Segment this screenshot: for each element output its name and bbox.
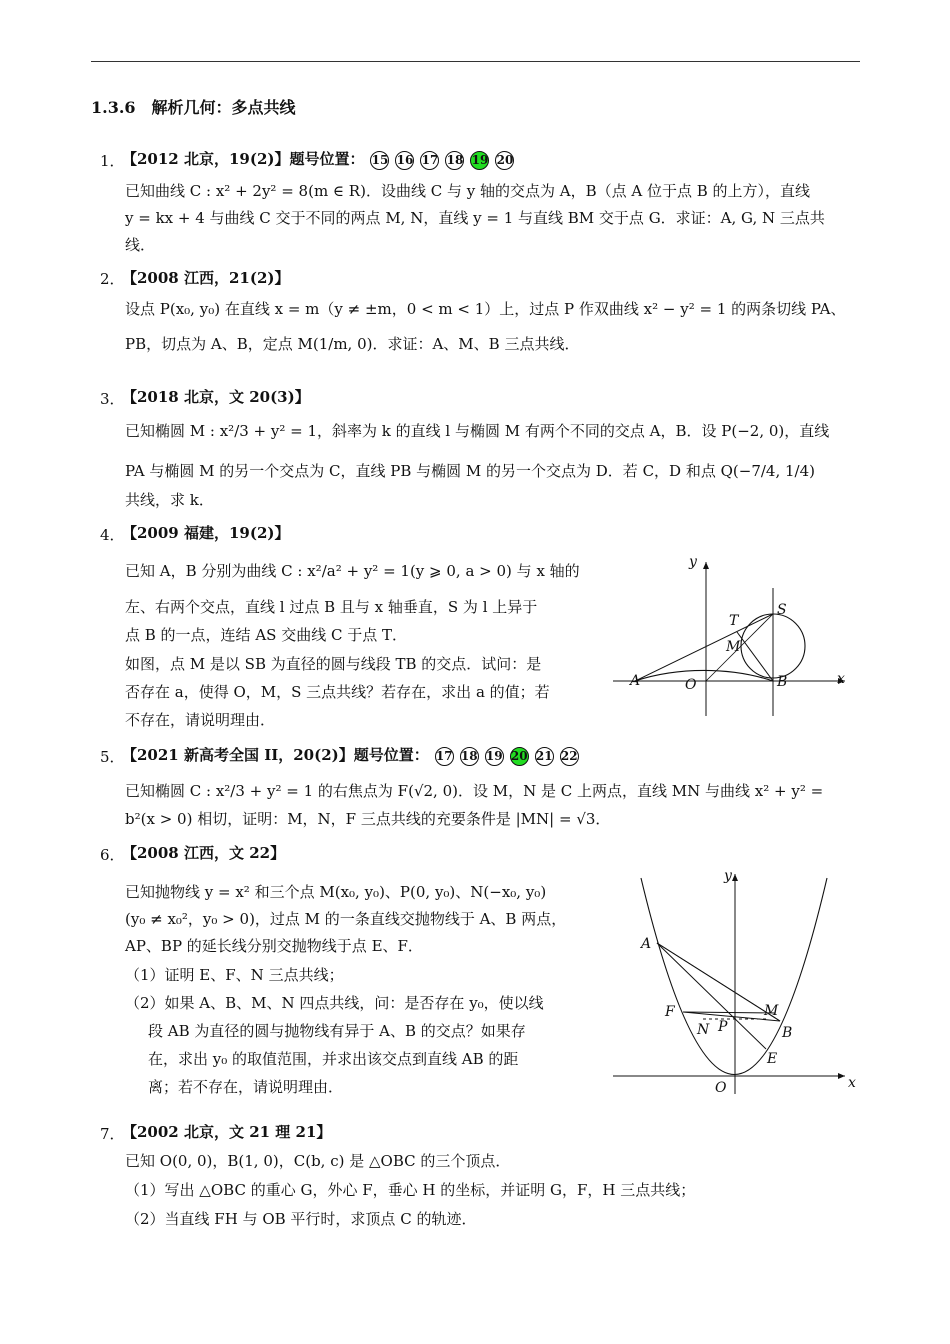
question-4-line: 点 B 的一点，连结 AS 交曲线 C 于点 T． — [125, 626, 407, 644]
question-2-header: 【2008 江西，21(2)】 — [122, 269, 290, 287]
figure-label: F — [665, 1004, 675, 1020]
position-badge: 17 — [420, 151, 439, 170]
figure-label: B — [782, 1025, 793, 1041]
question-2-line: PB，切点为 A、B，定点 M(1/m, 0)．求证：A、M、B 三点共线． — [125, 335, 580, 353]
figure-label: O — [685, 677, 697, 693]
question-4-line: 否存在 a，使得 O，M，S 三点共线？若存在，求出 a 的值；若 — [125, 683, 550, 701]
question-1-line: 已知曲线 C : x² + 2y² = 8(m ∈ R)．设曲线 C 与 y 轴的交点为 A，B（点 A 位于点 B 的上方），直线 — [125, 182, 811, 200]
figure-ellipse-circle — [605, 548, 860, 718]
question-4-header: 【2009 福建，19(2)】 — [122, 524, 290, 542]
question-5-source: 【2021 新高考全国 II，20(2)】题号位置： — [122, 746, 429, 764]
question-3-line: 已知椭圆 M : x²/3 + y² = 1，斜率为 k 的直线 l 与椭圆 M 有两个不同的交点 A，B．设 P(−2, 0)，直线 — [125, 422, 830, 440]
figure-label: y — [724, 868, 732, 884]
position-badge: 18 — [445, 151, 464, 170]
position-badge: 17 — [435, 747, 454, 766]
figure-label: P — [718, 1019, 728, 1035]
question-5-header — [122, 744, 579, 766]
position-badge-active: 20 — [510, 747, 529, 766]
figure-label: A — [630, 673, 641, 689]
question-6-line: (y₀ ≠ x₀²，y₀ > 0)，过点 M 的一条直线交抛物线于 A、B 两点， — [125, 910, 567, 928]
question-6-line: 已知抛物线 y = x² 和三个点 M(x₀, y₀)、P(0, y₀)、N(−x₀, y₀) — [125, 883, 547, 901]
question-4-line: 已知 A，B 分别为曲线 C : x²/a² + y² = 1(y ⩾ 0, a > 0) 与 x 轴的 — [125, 562, 580, 580]
position-badge-active: 19 — [470, 151, 489, 170]
figure-label: E — [767, 1051, 778, 1067]
question-3-line: 共线，求 k． — [125, 491, 214, 509]
position-badge: 19 — [485, 747, 504, 766]
figure-label: M — [764, 1003, 779, 1019]
question-1-header — [122, 148, 514, 170]
question-3-number: 3． — [100, 390, 125, 408]
figure-label: B — [777, 674, 788, 690]
figure-label: A — [641, 936, 652, 952]
question-3-line: PA 与椭圆 M 的另一个交点为 C，直线 PB 与椭圆 M 的另一个交点为 D．若 C，D 和点 Q(−7/4, 1/4) — [125, 462, 815, 480]
question-5-line: 已知椭圆 C : x²/3 + y² = 1 的右焦点为 F(√2, 0)．设 M，N 是 C 上两点，直线 MN 与曲线 x² + y² = — [125, 782, 824, 800]
question-5-number: 5． — [100, 748, 125, 766]
question-1-line: y = kx + 4 与曲线 C 交于不同的两点 M, N，直线 y = 1 与直线 BM 交于点 G．求证：A, G, N 三点共 — [125, 209, 825, 227]
figure-label: x — [837, 671, 845, 687]
question-1-number: 1． — [100, 152, 125, 170]
question-4-line: 左、右两个交点，直线 l 过点 B 且与 x 轴垂直，S 为 l 上异于 — [125, 598, 538, 616]
question-5-line: b²(x > 0) 相切，证明：M，N，F 三点共线的充要条件是 |MN| = √3． — [125, 810, 611, 828]
question-3-header: 【2018 北京，文 20(3)】 — [122, 388, 310, 406]
question-4-line: 如图，点 M 是以 SB 为直径的圆与线段 TB 的交点．试问：是 — [125, 655, 542, 673]
question-6-header: 【2008 江西，文 22】 — [122, 844, 286, 862]
question-4-line: 不存在，请说明理由． — [125, 711, 276, 729]
figure-label: O — [715, 1080, 727, 1096]
figure-parabola — [605, 866, 860, 1098]
question-2-number: 2． — [100, 270, 125, 288]
question-6-number: 6． — [100, 846, 125, 864]
section-title: 1.3.6 解析几何：多点共线 — [91, 98, 296, 117]
figure-label: S — [777, 602, 787, 618]
question-7-number: 7． — [100, 1125, 125, 1143]
position-badge: 20 — [495, 151, 514, 170]
figure-label: M — [726, 639, 741, 655]
question-2-line: 设点 P(x₀, y₀) 在直线 x = m（y ≠ ±m，0 < m < 1）上，过点 P 作双曲线 x² − y² = 1 的两条切线 PA、 — [125, 300, 846, 318]
position-badge: 15 — [370, 151, 389, 170]
question-6-line: （2）如果 A、B、M、N 四点共线，问：是否存在 y₀，使以线 — [125, 994, 544, 1012]
question-7-line: 已知 O(0, 0)，B(1, 0)，C(b, c) 是 △OBC 的三个顶点． — [125, 1152, 511, 1170]
question-7-header: 【2002 北京，文 21 理 21】 — [122, 1123, 332, 1141]
question-7-line: （2）当直线 FH 与 OB 平行时，求顶点 C 的轨迹． — [125, 1210, 477, 1228]
question-7-line: （1）写出 △OBC 的重心 G，外心 F，垂心 H 的坐标，并证明 G，F，H 三点共线； — [125, 1181, 696, 1199]
figure-label: y — [689, 554, 697, 570]
position-badge: 21 — [535, 747, 554, 766]
question-6-line: 段 AB 为直径的圆与抛物线有异于 A、B 的交点？如果存 — [148, 1022, 526, 1040]
question-6-line: （1）证明 E、F、N 三点共线； — [125, 966, 344, 984]
question-1-source: 【2012 北京，19(2)】题号位置： — [122, 150, 365, 168]
figure-label: T — [729, 613, 739, 629]
position-badge: 16 — [395, 151, 414, 170]
question-6-line: 在，求出 y₀ 的取值范围，并求出该交点到直线 AB 的距 — [148, 1050, 519, 1068]
position-badge: 22 — [560, 747, 579, 766]
figure-label: N — [697, 1022, 710, 1038]
figure-label: x — [848, 1075, 856, 1091]
question-4-number: 4． — [100, 526, 125, 544]
position-badge: 18 — [460, 747, 479, 766]
question-1-line: 线． — [125, 236, 156, 254]
header-rule — [91, 61, 860, 62]
question-6-line: 离；若不存在，请说明理由． — [148, 1078, 344, 1096]
question-6-line: AP、BP 的延长线分别交抛物线于点 E、F． — [125, 937, 423, 955]
